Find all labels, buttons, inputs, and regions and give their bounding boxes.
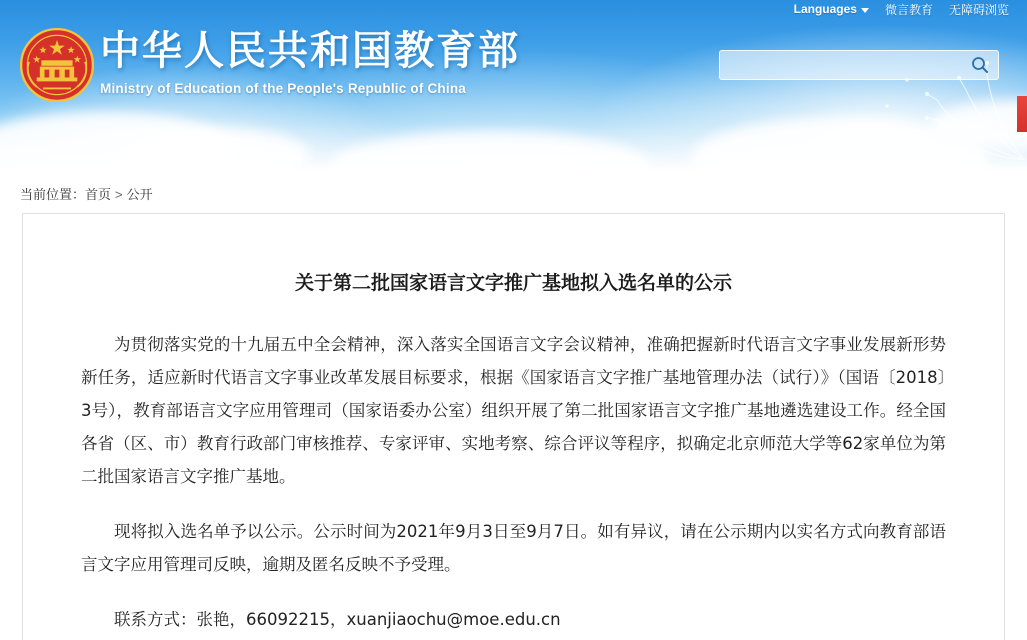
flag-decoration xyxy=(1017,96,1027,132)
search-button[interactable] xyxy=(962,51,998,79)
weiyan-education-link[interactable]: 微言教育 xyxy=(884,2,933,17)
breadcrumb-separator: > xyxy=(115,187,123,202)
site-header xyxy=(0,0,1027,170)
site-search[interactable] xyxy=(719,50,999,80)
content-wrapper xyxy=(0,213,1027,640)
cloud-decoration xyxy=(330,132,650,170)
site-title-block xyxy=(100,28,520,96)
chevron-down-icon xyxy=(861,8,869,13)
article-paragraph-contact: 联系方式：张艳，66092215，xuanjiaochu@moe.edu.cn xyxy=(114,610,561,630)
search-input[interactable] xyxy=(720,51,962,79)
breadcrumb xyxy=(0,170,1027,213)
breadcrumb-item-open[interactable]: 公开 xyxy=(126,187,153,202)
page-title: 关于第二批国家语言文字推广基地拟入选名单的公示 xyxy=(294,272,732,294)
site-title-english: Ministry of Education of the People's Republic of China xyxy=(100,81,466,97)
article-panel xyxy=(22,213,1005,640)
header-top-links xyxy=(794,0,1009,18)
search-icon xyxy=(971,56,989,74)
site-title-chinese: 中华人民共和国教育部 xyxy=(100,28,520,74)
language-switcher[interactable] xyxy=(794,2,869,16)
article-paragraph: 为贯彻落实党的十九届五中全会精神，深入落实全国语言文字会议精神，准确把握新时代语言文字事业发展新形势新任务，适应新时代语言文字事业改革发展目标要求，根据《国家语言文字推广基地管理办法（试行）》（国语〔2018〕3号），教育部语言文字应用管理司（国家语委办公室）组织开展了第二批国家语言文字推广基地遴选建设工作。经全国各省（区、市）教育行政部门审核推荐、专家评审、实地考察、综合评议等程序，拟确定北京师范大学等62家单位为第二批国家语言文字推广基地。 xyxy=(81,335,946,487)
breadcrumb-prefix: 当前位置： xyxy=(20,187,86,202)
language-switcher-label: Languages xyxy=(793,2,857,16)
article-paragraph: 现将拟入选名单予以公示。公示时间为2021年9月3日至9月7日。如有异议，请在公示期内以实名方式向教育部语言文字应用管理司反映，逾期及匿名反映不予受理。 xyxy=(81,522,946,575)
breadcrumb-item-home[interactable]: 首页 xyxy=(85,187,112,202)
national-emblem-icon xyxy=(18,26,96,104)
accessibility-link[interactable]: 无障碍浏览 xyxy=(948,2,1009,17)
